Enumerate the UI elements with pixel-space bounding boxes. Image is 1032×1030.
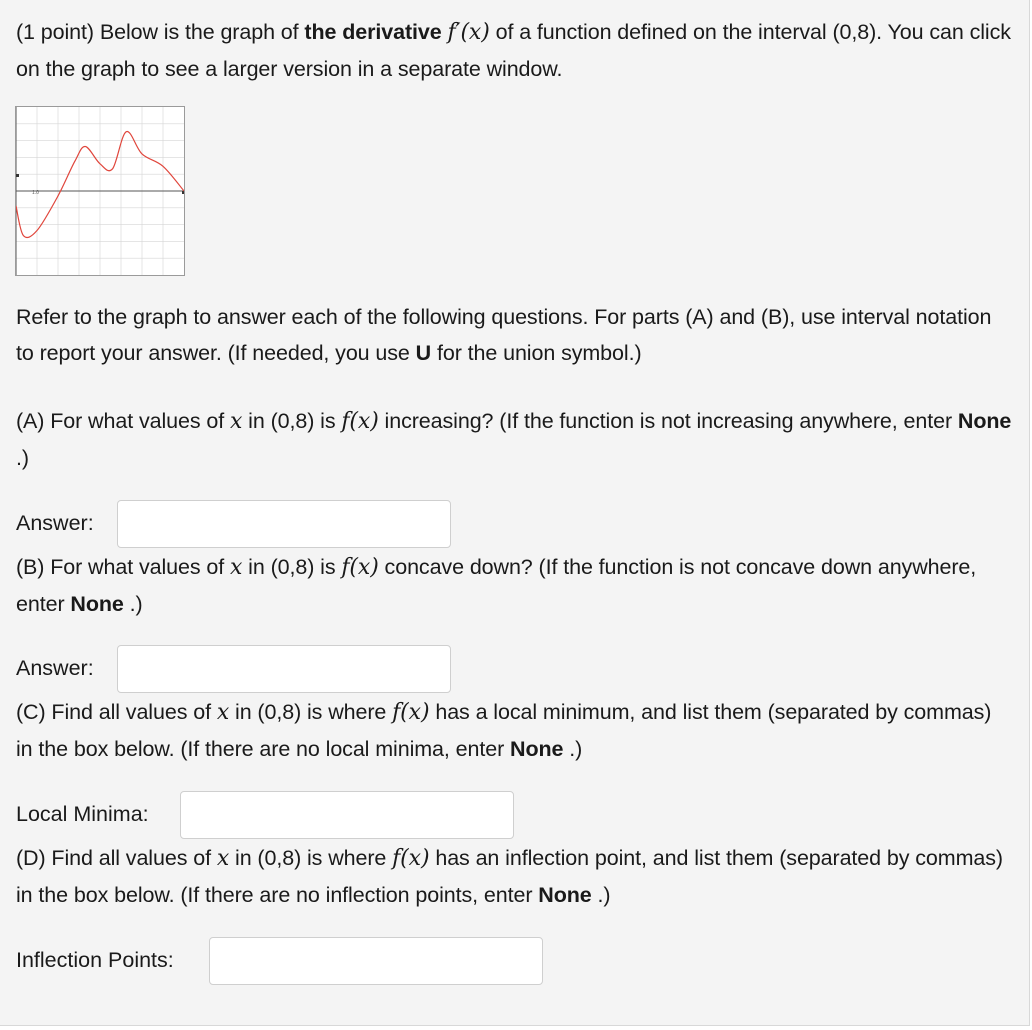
part-b-end: .) [123, 592, 143, 616]
var-x: x [229, 555, 243, 580]
left-axis-marker [16, 174, 19, 177]
union-symbol: U [415, 341, 432, 365]
intro-bold: the derivative [304, 20, 442, 44]
part-c-question [16, 694, 1012, 767]
part-a-pre: (A) For what values of [16, 409, 230, 433]
part-d-pre: (D) Find all values of [16, 846, 217, 870]
part-d-question [16, 840, 1012, 913]
right-axis-marker [182, 191, 184, 194]
var-x: x [216, 846, 230, 871]
answer-b-input[interactable] [117, 645, 451, 693]
part-d-end: .) [591, 883, 611, 907]
part-d-mid: in (0,8) is where [229, 846, 393, 870]
instructions-part2: for the union symbol.) [431, 341, 642, 365]
inflection-points-input[interactable] [209, 937, 543, 985]
intro-points: (1 point) Below is the graph of [16, 20, 305, 44]
part-a-post: increasing? (If the function is not increasing anywhere, enter [378, 409, 958, 433]
derivative-graph-thumbnail[interactable] [15, 106, 185, 276]
none-keyword: None [957, 409, 1012, 433]
part-c-mid: in (0,8) is where [229, 700, 393, 724]
none-keyword: None [510, 737, 564, 761]
local-minima-input[interactable] [180, 791, 514, 839]
part-a-question [16, 403, 1012, 476]
none-keyword: None [538, 883, 592, 907]
part-b-question [16, 549, 1012, 622]
part-b-pre: (B) For what values of [16, 555, 230, 579]
intro-fprime: f′(x) [447, 20, 490, 45]
none-keyword: None [70, 592, 124, 616]
instructions-part1: Refer to the graph to answer each of the following questions. For parts (A) and (B), use interval notation to report your answer. (If needed, you use [16, 305, 992, 365]
part-a-end: .) [16, 446, 29, 470]
var-x: x [229, 409, 243, 434]
func-fx: f(x) [341, 409, 379, 434]
part-b-mid: in (0,8) is [242, 555, 342, 579]
func-fx: f(x) [392, 700, 430, 725]
var-x: x [216, 700, 230, 725]
inflection-points-label: Inflection Points: [16, 948, 174, 972]
intro-text [16, 14, 1012, 87]
part-c-pre: (C) Find all values of [16, 700, 217, 724]
local-minima-label: Local Minima: [16, 802, 149, 826]
func-fx: f(x) [392, 846, 430, 871]
part-c-end: .) [563, 737, 583, 761]
answer-b-label: Answer: [16, 656, 94, 680]
part-c-post: has a local minimum, and list them (separated by commas) in the box below. (If there are no local minima, enter [16, 700, 992, 761]
part-a-mid: in (0,8) is [242, 409, 342, 433]
axis-tick-label: 1.0 [32, 190, 39, 196]
answer-a-input[interactable] [117, 500, 451, 548]
intro-rest: of a function defined on the interval (0,8). You can click on the graph to see a larger version in a separate window. [16, 20, 1011, 81]
part-d-post: has an inflection point, and list them (separated by commas) in the box below. (If there are no inflection points, enter [16, 846, 1003, 907]
instructions-text [16, 299, 1012, 371]
derivative-graph [16, 107, 184, 275]
answer-a-label: Answer: [16, 511, 94, 535]
func-fx: f(x) [341, 555, 379, 580]
part-b-post: concave down? (If the function is not concave down anywhere, enter [16, 555, 977, 616]
